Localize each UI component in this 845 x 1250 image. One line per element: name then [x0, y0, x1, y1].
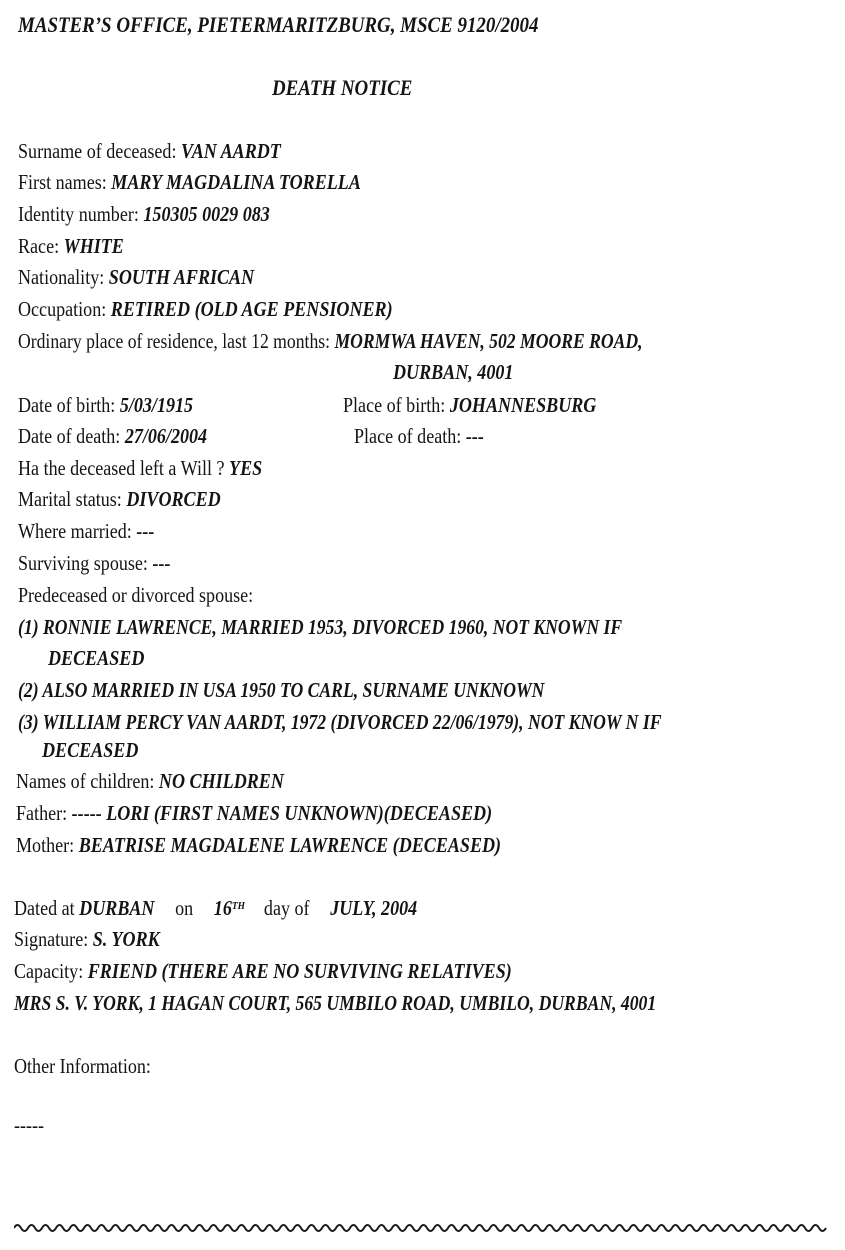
where-married-label: Where married: — [18, 519, 137, 543]
spouse-2-line1: (2) ALSO MARRIED IN USA 1950 TO CARL, SURNAME UNKNOWN — [18, 678, 545, 702]
residence-value-line1: MORMWA HAVEN, 502 MOORE ROAD, — [334, 329, 643, 353]
father-label: Father: — [16, 801, 72, 825]
occupation-value: RETIRED (OLD AGE PENSIONER) — [110, 297, 393, 321]
children-label: Names of children: — [16, 769, 159, 793]
dated-day: 16 — [213, 896, 232, 920]
place-of-birth-label: Place of birth: — [343, 393, 450, 417]
signature-value: S. YORK — [92, 927, 160, 951]
document-title: DEATH NOTICE — [272, 75, 413, 100]
dated-row — [14, 895, 417, 921]
dated-month-year: JULY, 2004 — [330, 896, 418, 920]
surviving-spouse-label: Surviving spouse: — [18, 551, 153, 575]
marital-status-row — [18, 486, 221, 512]
first-names-row — [18, 169, 361, 195]
children-value: NO CHILDREN — [158, 769, 284, 793]
race-row — [18, 233, 124, 259]
race-value: WHITE — [63, 234, 124, 258]
other-information-label: Other Information: — [14, 1054, 151, 1078]
predeceased-spouse-label: Predeceased or divorced spouse: — [18, 583, 254, 607]
mother-row — [16, 832, 501, 858]
will-label: Ha the deceased left a Will ? — [18, 456, 230, 480]
residence-value-line2: DURBAN, 4001 — [393, 360, 514, 384]
dated-day-suffix: TH — [231, 900, 246, 912]
date-of-birth-label: Date of birth: — [18, 393, 120, 417]
signatory-address: MRS S. V. YORK, 1 HAGAN COURT, 565 UMBILO ROAD, UMBILO, DURBAN, 4001 — [14, 991, 657, 1015]
marital-status-value: DIVORCED — [126, 487, 221, 511]
father-row — [16, 800, 492, 826]
signature-row — [14, 926, 160, 952]
date-of-birth-value: 5/03/1915 — [119, 393, 194, 417]
spouse-1-line1: (1) RONNIE LAWRENCE, MARRIED 1953, DIVORCED 1960, NOT KNOWN IF — [18, 615, 623, 639]
capacity-row — [14, 958, 512, 984]
mother-value: BEATRISE MAGDALENE LAWRENCE (DECEASED) — [78, 833, 502, 857]
identity-number-row — [18, 201, 270, 227]
residence-label: Ordinary place of residence, last 12 months: — [18, 329, 335, 353]
spouse-3-line1: (3) WILLIAM PERCY VAN AARDT, 1972 (DIVORCED 22/06/1979), NOT KNOW N IF — [18, 710, 662, 734]
wavy-divider — [14, 1218, 829, 1238]
on-label: on — [175, 896, 194, 920]
other-information-value: ----- — [14, 1113, 45, 1137]
nationality-label: Nationality: — [18, 265, 109, 289]
date-of-birth-row — [18, 392, 193, 418]
where-married-value: --- — [136, 519, 155, 543]
day-of-label: day of — [263, 896, 310, 920]
place-of-death-label: Place of death: — [354, 424, 466, 448]
surviving-spouse-row — [18, 550, 171, 576]
place-of-death-row — [354, 423, 484, 449]
occupation-row — [18, 296, 393, 322]
father-value: ----- LORI (FIRST NAMES UNKNOWN)(DECEASED) — [71, 801, 493, 825]
dated-at-label: Dated at — [14, 896, 80, 920]
mother-label: Mother: — [16, 833, 79, 857]
surname-row — [18, 138, 281, 164]
nationality-row — [18, 264, 254, 290]
marital-status-label: Marital status: — [18, 487, 127, 511]
will-value: YES — [229, 456, 263, 480]
surname-value: VAN AARDT — [180, 139, 281, 163]
masters-office-header: MASTER’S OFFICE, PIETERMARITZBURG, MSCE 9120/2004 — [18, 12, 539, 37]
signature-label: Signature: — [14, 927, 93, 951]
date-of-death-row — [18, 423, 207, 449]
surname-label: Surname of deceased: — [18, 139, 181, 163]
will-row — [18, 455, 262, 481]
first-names-value: MARY MAGDALINA TORELLA — [111, 170, 361, 194]
children-row — [16, 768, 284, 794]
identity-number-label: Identity number: — [18, 202, 144, 226]
race-label: Race: — [18, 234, 64, 258]
dated-place: DURBAN — [79, 896, 155, 920]
place-of-birth-value: JOHANNESBURG — [449, 393, 597, 417]
nationality-value: SOUTH AFRICAN — [108, 265, 255, 289]
residence-row — [18, 328, 643, 354]
spouse-1-line2: DECEASED — [48, 646, 145, 670]
surviving-spouse-value: --- — [152, 551, 171, 575]
spouse-3-line2: DECEASED — [42, 738, 139, 762]
first-names-label: First names: — [18, 170, 112, 194]
capacity-label: Capacity: — [14, 959, 88, 983]
date-of-death-value: 27/06/2004 — [124, 424, 208, 448]
place-of-death-value: --- — [465, 424, 484, 448]
where-married-row — [18, 518, 154, 544]
place-of-birth-row — [343, 392, 596, 418]
occupation-label: Occupation: — [18, 297, 111, 321]
capacity-value: FRIEND (THERE ARE NO SURVIVING RELATIVES) — [87, 959, 512, 983]
identity-number-value: 150305 0029 083 — [143, 202, 270, 226]
date-of-death-label: Date of death: — [18, 424, 125, 448]
